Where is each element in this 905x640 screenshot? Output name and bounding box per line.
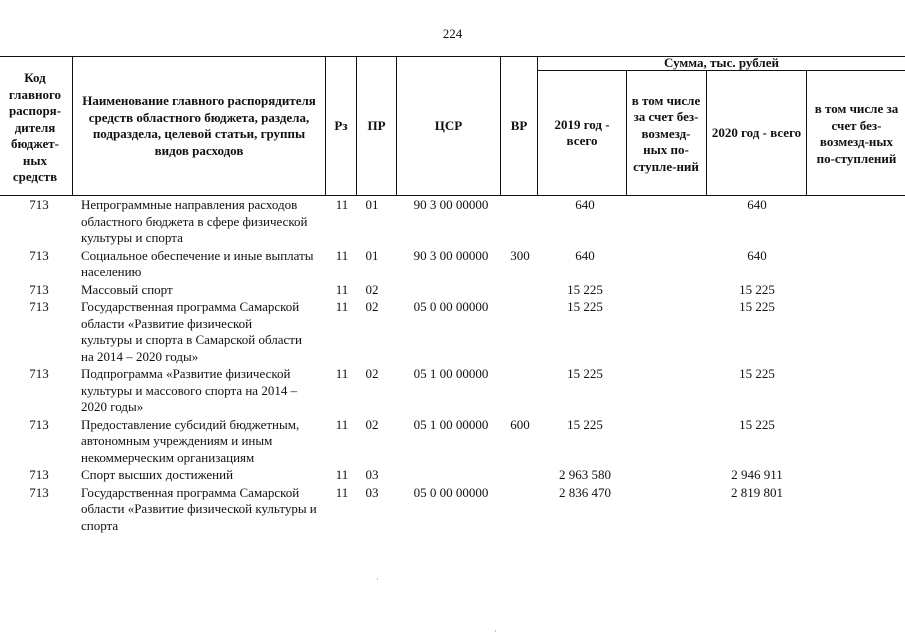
cell-sum-2020: 15 225 (739, 281, 775, 297)
cell-sum-2020: 2 946 911 (731, 467, 783, 482)
header-code: Код главного распоря-дителя бюджет-ных средств (8, 70, 62, 185)
header-pr: ПР (367, 117, 386, 133)
cell-name: Подпрограмма «Развитие физической культуры и массового спорта на 2014 – 2020 годы» (81, 366, 298, 414)
cell-csr: 05 0 00 00000 (413, 299, 489, 314)
cell-sum-2020: 15 225 (739, 366, 775, 381)
cell-code: 713 (29, 484, 49, 500)
cell-pr: 01 (365, 197, 379, 212)
cell-sum-2019: 15 225 (567, 299, 603, 314)
header-vr: ВР (510, 117, 528, 133)
header-2019-total: 2019 год - всего (554, 116, 610, 148)
cell-name: Спорт высших достижений (81, 467, 234, 482)
col-divider (806, 70, 807, 196)
cell-code: 713 (29, 299, 49, 314)
cell-sum-2019: 2 836 470 (559, 484, 611, 500)
table-body (0, 197, 905, 534)
cell-pr: 02 (365, 366, 379, 381)
col-divider (626, 70, 627, 196)
cell-csr: 90 3 00 00000 (413, 247, 489, 263)
cell-sum-2019: 2 963 580 (559, 467, 611, 482)
cell-sum-2019: 640 (575, 247, 595, 263)
cell-sum-2020: 640 (747, 247, 767, 263)
cell-name: Государственная программа Самарской области «Развитие физической культуры и спорта (81, 484, 317, 533)
header-csr: ЦСР (434, 117, 463, 133)
cell-pr: 02 (365, 416, 379, 432)
cell-rz: 11 (335, 299, 349, 314)
cell-name: Массовый спорт (81, 281, 173, 297)
cell-sum-2019: 640 (575, 197, 595, 212)
table-row (0, 467, 905, 484)
table-row (0, 248, 905, 281)
cell-pr: 01 (365, 247, 379, 263)
page-number: 224 (442, 26, 463, 41)
cell-rz: 11 (335, 247, 349, 263)
cell-code: 713 (29, 247, 49, 263)
cell-sum-2020: 15 225 (739, 416, 775, 432)
table-header (0, 56, 905, 196)
header-rz: Рз (334, 117, 348, 133)
scan-speck: · (494, 626, 497, 636)
table-row (0, 299, 905, 365)
table-row (0, 282, 905, 299)
cell-csr: 05 1 00 00000 (413, 416, 489, 432)
cell-sum-2019: 15 225 (567, 281, 603, 297)
cell-rz: 11 (335, 416, 349, 432)
cell-csr: 90 3 00 00000 (413, 197, 489, 212)
cell-name: Государственная программа Самарской области «Развитие физической культуры и спорта в Самарской области на 2014 – 2020 годы» (81, 299, 302, 364)
col-divider (72, 56, 73, 196)
table-row (0, 485, 905, 535)
header-name: Наименование главного распорядителя средств областного бюджета, раздела, подраздела, целевой статьи, группы видов расходов (82, 93, 316, 158)
cell-code: 713 (29, 281, 49, 297)
header-bottom-rule (0, 195, 905, 196)
table-row (0, 417, 905, 467)
cell-rz: 11 (335, 281, 349, 297)
cell-pr: 02 (365, 281, 379, 297)
cell-rz: 11 (335, 366, 349, 381)
header-2020-free: в том числе за счет без-возмезд-ных по-ступлений (814, 101, 899, 166)
cell-name: Непрограммные направления расходов областного бюджета в сфере физической культуры и спорта (81, 197, 308, 245)
cell-sum-2019: 15 225 (567, 416, 603, 432)
cell-code: 713 (29, 467, 49, 482)
cell-rz: 11 (335, 467, 349, 482)
cell-vr: 300 (510, 247, 530, 263)
cell-rz: 11 (335, 484, 349, 500)
table-row (0, 366, 905, 416)
header-2019-free: в том числе за счет без-возмезд-ных по-ступле-ний (631, 92, 701, 174)
cell-pr: 03 (365, 467, 379, 482)
cell-code: 713 (29, 197, 49, 212)
cell-vr: 600 (510, 416, 530, 432)
cell-name: Предоставление субсидий бюджетным, автономным учреждениям и иным некоммерческим организациям (81, 416, 300, 465)
cell-sum-2020: 640 (747, 197, 767, 212)
cell-code: 713 (29, 366, 49, 381)
table-row (0, 197, 905, 247)
cell-name: Социальное обеспечение и иные выплаты населению (81, 247, 314, 279)
cell-sum-2019: 15 225 (567, 366, 603, 381)
cell-code: 713 (29, 416, 49, 432)
cell-rz: 11 (335, 197, 349, 212)
scan-speck: · (376, 574, 379, 584)
header-2020-total: 2020 год - всего (711, 124, 802, 140)
cell-csr: 05 1 00 00000 (413, 366, 489, 381)
header-sum: Сумма, тыс. рублей (664, 54, 779, 70)
cell-sum-2020: 15 225 (739, 299, 775, 314)
cell-pr: 02 (365, 299, 379, 314)
cell-pr: 03 (365, 484, 379, 500)
cell-csr: 05 0 00 00000 (413, 484, 489, 500)
cell-sum-2020: 2 819 801 (731, 484, 783, 500)
